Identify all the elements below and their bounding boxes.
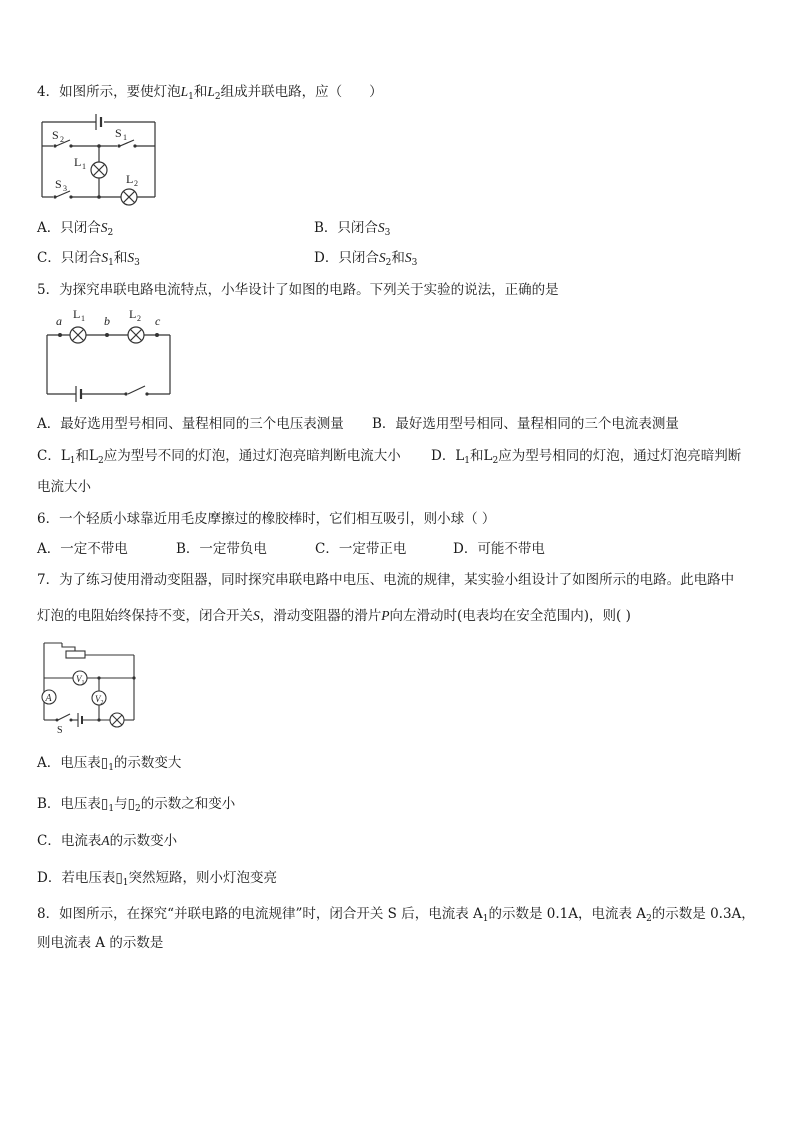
fig4-s3-label: S xyxy=(55,177,62,191)
q7-stem-line2: 灯泡的电阻始终保持不变，闭合开关S，滑动变阻器的滑片P向左滑动时(电表均在安全范围内)，则( ) xyxy=(37,608,631,624)
q5-l2-label: L xyxy=(129,307,137,321)
q4-option-d[interactable]: D．只闭合$S_2$和$S_3$ xyxy=(314,250,418,268)
q5-point-b: b xyxy=(104,314,110,328)
fig7-v1-label: V xyxy=(76,674,82,684)
q7-lamp-icon xyxy=(110,713,124,727)
fig4-s3-sub: 3 xyxy=(63,184,67,193)
fig7-v1-sub: 1 xyxy=(81,680,85,686)
fig4-s1-sub: 1 xyxy=(123,133,127,142)
voltmeter-v2-icon xyxy=(92,691,106,706)
q4-option-a[interactable]: A．只闭合$S_2$ xyxy=(37,220,114,238)
fig4-l2-sub: 2 xyxy=(134,179,138,188)
q5-stem: 5．为探究串联电路电流特点，小华设计了如图的电路。下列关于实验的说法，正确的是 xyxy=(37,282,559,298)
q4-stem: 4．如图所示，要使灯泡$L_1$和$L_2$组成并联电路，应（ ） xyxy=(37,84,383,102)
q7-stem-line1: 7．为了练习使用滑动变阻器，同时探究串联电路中电压、电流的规律，某实验小组设计了如图所示的电路。此电路中 xyxy=(37,572,735,588)
q8-stem-line1: 8．如图所示，在探究“并联电路的电流规律”时，闭合开关 S 后，电流表 $A_1$的示数是 0.1A，电流表 $A_2$的示数是 0.3A， xyxy=(37,906,755,924)
q6-option-d[interactable]: D．可能不带电 xyxy=(453,541,545,557)
q7-option-a[interactable]: A．电压表$▯_1$的示数变大 xyxy=(37,755,182,773)
q7-option-d[interactable]: D．若电压表$▯_1$突然短路，则小灯泡变亮 xyxy=(37,870,277,888)
fig4-s2-label: S xyxy=(52,128,59,142)
q5-l2-sub: 2 xyxy=(137,314,141,323)
q4-option-b[interactable]: B．只闭合$S_3$ xyxy=(314,220,391,238)
q4-option-c[interactable]: C．只闭合$S_1$和$S_3$ xyxy=(37,250,140,268)
q7-option-c[interactable]: C．电流表A的示数变小 xyxy=(37,833,178,849)
q5-l1-label: L xyxy=(73,307,81,321)
q5-point-a: a xyxy=(56,314,62,328)
q5-point-c: c xyxy=(155,314,161,328)
fig7-v2-sub: 2 xyxy=(100,700,104,706)
q7-option-b[interactable]: B．电压表$▯_1$与$▯_2$的示数之和变小 xyxy=(37,796,236,814)
voltmeter-v1-icon xyxy=(73,671,87,686)
q6-option-a[interactable]: A．一定不带电 xyxy=(37,541,128,557)
q6-stem: 6．一个轻质小球靠近用毛皮摩擦过的橡胶棒时，它们相互吸引，则小球（ ） xyxy=(37,511,496,527)
fig4-l1-label: L xyxy=(74,155,82,169)
q5-option-d[interactable]: D．$L_1$和$L_2$应为型号相同的灯泡，通过灯泡亮暗判断 xyxy=(431,448,742,466)
fig7-a-label: A xyxy=(45,693,52,704)
q5-option-c[interactable]: C．$L_1$和$L_2$应为型号不同的灯泡，通过灯泡亮暗判断电流大小 xyxy=(37,448,401,466)
fig4-s2-sub: 2 xyxy=(60,135,64,144)
fig4-s1-label: S xyxy=(115,126,122,140)
fig7-s-label: S xyxy=(57,725,63,736)
fig7-v2-label: V xyxy=(95,694,101,704)
q5-option-a[interactable]: A．最好选用型号相同、量程相同的三个电压表测量 xyxy=(37,416,344,432)
fig4-l2-label: L xyxy=(126,172,134,186)
q6-option-c[interactable]: C．一定带正电 xyxy=(315,541,407,557)
q6-option-b[interactable]: B．一定带负电 xyxy=(176,541,267,557)
q5-option-d-cont: 电流大小 xyxy=(37,479,91,495)
q8-stem-line2: 则电流表 A 的示数是 xyxy=(37,935,164,951)
q5-option-b[interactable]: B．最好选用型号相同、量程相同的三个电流表测量 xyxy=(372,416,679,432)
q5-l1-sub: 1 xyxy=(81,314,85,323)
ammeter-a-icon xyxy=(42,690,56,704)
fig4-l1-sub: 1 xyxy=(82,162,86,171)
